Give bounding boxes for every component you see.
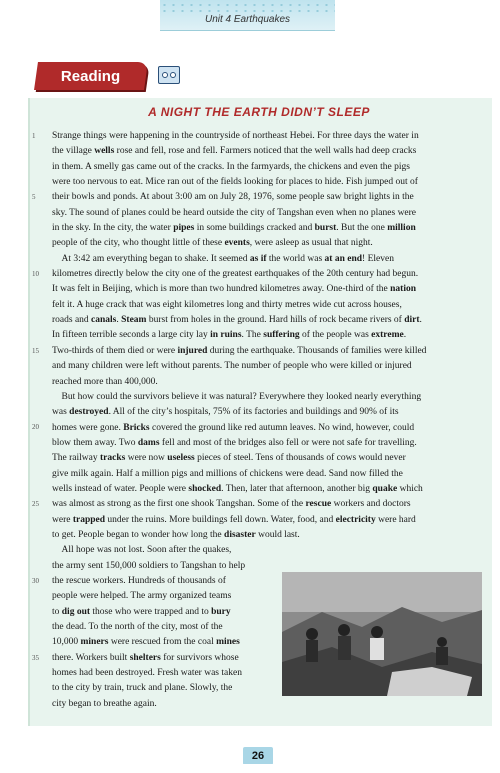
line-number: 15 xyxy=(32,347,39,355)
text-line: to dig out those who were trapped and to bury xyxy=(52,606,231,617)
page-number: 26 xyxy=(243,747,273,765)
text-line: kilometres directly below the city one of the greatest earthquakes of the 20th century had begun. xyxy=(52,269,419,280)
text-line: Two-thirds of them died or were injured during the earthquake. Thousands of families were killed xyxy=(52,345,427,356)
text-line: reached more than 400,000. xyxy=(52,376,158,387)
text-line: to get. People began to wonder how long the disaster would last. xyxy=(52,529,300,540)
line-number: 20 xyxy=(32,423,39,431)
text-line: the dead. To the north of the city, most of the xyxy=(52,622,223,632)
rescue-photo-image xyxy=(282,572,482,696)
text-line: felt it. A huge crack that was eight kilometres long and thirty metres wide cut across houses, xyxy=(52,299,402,310)
section-tab-reading xyxy=(34,62,148,90)
text-line: It was felt in Beijing, which is more than two hundred kilometres away. One-third of the nation xyxy=(52,284,417,295)
rescue-photo xyxy=(282,572,482,696)
text-line: the village wells rose and fell, rose and fell. Farmers noticed that the well walls had deep cracks xyxy=(52,146,417,157)
text-line: city began to breathe again. xyxy=(52,698,157,709)
text-line: were too nervous to eat. Mice ran out of the fields looking for places to hide. Fish jumped out of xyxy=(52,177,418,188)
line-number: 5 xyxy=(32,193,36,201)
text-line: The railway tracks were now useless pieces of steel. Tens of thousands of cows would never xyxy=(52,453,406,464)
text-line: homes were gone. Bricks covered the ground like red autumn leaves. No wind, however, could xyxy=(52,422,415,433)
unit-title: Unit 4 Earthquakes xyxy=(204,14,291,25)
text-line: was almost as strong as the first one shook Tangshan. Some of the rescue workers and doctors xyxy=(52,499,411,510)
text-line: All hope was not lost. Soon after the quakes, xyxy=(52,545,232,556)
text-line: their bowls and ponds. At about 3:00 am on July 28, 1976, some people saw bright lights in the xyxy=(52,192,414,203)
text-line: blow them away. Two dams fell and most of the bridges also fell or were not safe for travelling. xyxy=(52,437,417,448)
text-line: But how could the survivors believe it was natural? Everywhere they looked nearly everything xyxy=(52,391,422,402)
line-number: 1 xyxy=(32,132,36,140)
text-line: 10,000 miners were rescued from the coal mines xyxy=(52,637,240,648)
text-line: people were helped. The army organized teams xyxy=(52,591,232,602)
line-number: 35 xyxy=(32,654,39,662)
text-line: people of the city, who thought little of these events, were asleep as usual that night. xyxy=(52,238,373,249)
page-footer xyxy=(0,764,500,773)
section-label: Reading xyxy=(61,67,121,85)
text-line: there. Workers built shelters for survivors whose xyxy=(52,652,239,663)
text-line: was destroyed. All of the city’s hospitals, 75% of its factories and buildings and 90% of its xyxy=(52,407,399,418)
text-line: Strange things were happening in the countryside of northeast Hebei. For three days the water in xyxy=(52,131,419,141)
text-line: roads and canals. Steam burst from holes in the ground. Hard hills of rock became rivers of dirt. xyxy=(52,315,422,326)
text-line: homes had been destroyed. Fresh water was taken xyxy=(52,668,242,679)
text-line: to the city by train, truck and plane. Slowly, the xyxy=(52,683,233,694)
article-title: A NIGHT THE EARTH DIDN’T SLEEP xyxy=(148,105,370,119)
text-line: give milk again. Half a million pigs and millions of chickens were dead. Sand now filled the xyxy=(52,468,403,479)
text-line: sky. The sound of planes could be heard outside the city of Tangshan even when no planes were xyxy=(52,207,417,218)
cassette-icon xyxy=(158,66,180,84)
header-pattern xyxy=(160,2,335,12)
text-line: the rescue workers. Hundreds of thousands of xyxy=(52,575,226,586)
text-line: the army sent 150,000 soldiers to Tangshan to help xyxy=(52,560,246,571)
line-number: 25 xyxy=(32,500,39,508)
text-line: wells instead of water. People were shocked. Then, later that afternoon, another big quake which xyxy=(52,483,423,494)
text-line: were trapped under the ruins. More buildings fell down. Water, food, and electricity were hard xyxy=(52,514,416,525)
line-number: 30 xyxy=(32,577,39,585)
text-line: At 3:42 am everything began to shake. It seemed as if the world was at an end! Eleven xyxy=(52,253,394,264)
text-line: and many children were left without parents. The number of people who were killed or injured xyxy=(52,361,412,372)
text-line: In fifteen terrible seconds a large city lay in ruins. The suffering of the people was extreme. xyxy=(52,330,407,341)
text-line: in the sky. In the city, the water pipes in some buildings cracked and burst. But the one million xyxy=(52,223,416,234)
line-number: 10 xyxy=(32,270,39,278)
text-line: in them. A smelly gas came out of the cracks. In the farmyards, the chickens and even the pigs xyxy=(52,161,410,172)
unit-header xyxy=(160,0,335,31)
